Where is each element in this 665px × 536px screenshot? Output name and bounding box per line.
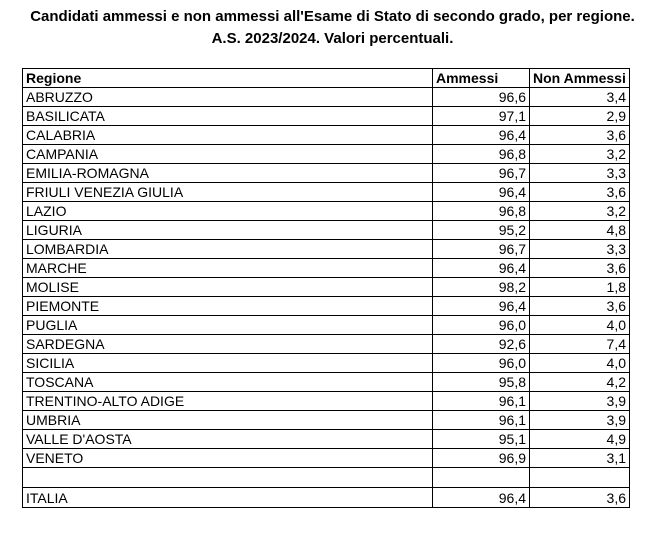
table-row [23,278,630,297]
ammessi-cell: 98,2 [433,278,530,297]
ammessi-cell: 96,8 [433,145,530,164]
table-row [23,373,630,392]
table-row [23,88,630,107]
non-ammessi-cell: 3,9 [530,392,630,411]
regions-table [22,68,630,508]
total-ammessi-cell: 96,4 [433,488,530,508]
ammessi-cell: 95,8 [433,373,530,392]
region-cell: BASILICATA [23,107,433,126]
non-ammessi-cell: 4,8 [530,221,630,240]
ammessi-cell: 96,7 [433,164,530,183]
table-row [23,392,630,411]
non-ammessi-cell: 4,0 [530,316,630,335]
ammessi-cell: 96,9 [433,449,530,468]
non-ammessi-cell: 3,2 [530,145,630,164]
region-cell: EMILIA-ROMAGNA [23,164,433,183]
ammessi-cell: 95,2 [433,221,530,240]
ammessi-cell: 96,1 [433,411,530,430]
non-ammessi-cell: 4,2 [530,373,630,392]
ammessi-cell: 96,0 [433,354,530,373]
table-row [23,145,630,164]
region-cell: CAMPANIA [23,145,433,164]
non-ammessi-cell: 4,0 [530,354,630,373]
ammessi-cell: 96,6 [433,88,530,107]
total-non-ammessi-cell: 3,6 [530,488,630,508]
ammessi-cell: 92,6 [433,335,530,354]
ammessi-cell: 95,1 [433,430,530,449]
header-row [23,69,630,88]
table-row [23,221,630,240]
ammessi-cell: 96,7 [433,240,530,259]
table-row [23,449,630,468]
empty-row [23,468,630,488]
empty-cell [433,468,530,488]
region-cell: LAZIO [23,202,433,221]
ammessi-cell: 96,4 [433,297,530,316]
table-subtitle: A.S. 2023/2024. Valori percentuali. [211,30,454,47]
region-cell: SICILIA [23,354,433,373]
total-region-cell: ITALIA [23,488,433,508]
region-cell: TOSCANA [23,373,433,392]
table-row [23,411,630,430]
region-cell: MARCHE [23,259,433,278]
region-cell: SARDEGNA [23,335,433,354]
region-cell: LIGURIA [23,221,433,240]
table-row [23,316,630,335]
ammessi-cell: 96,0 [433,316,530,335]
ammessi-cell: 96,4 [433,126,530,145]
ammessi-cell: 97,1 [433,107,530,126]
non-ammessi-cell: 3,6 [530,183,630,202]
region-cell: VENETO [23,449,433,468]
region-cell: VALLE D'AOSTA [23,430,433,449]
non-ammessi-cell: 3,2 [530,202,630,221]
non-ammessi-cell: 3,3 [530,164,630,183]
table-row [23,259,630,278]
table-row [23,126,630,145]
non-ammessi-cell: 3,4 [530,88,630,107]
region-cell: UMBRIA [23,411,433,430]
non-ammessi-cell: 3,6 [530,297,630,316]
ammessi-cell: 96,4 [433,183,530,202]
table-row [23,240,630,259]
table-row [23,107,630,126]
non-ammessi-cell: 3,3 [530,240,630,259]
ammessi-cell: 96,4 [433,259,530,278]
table-title: Candidati ammessi e non ammessi all'Esame di Stato di secondo grado, per regione. [30,8,635,25]
non-ammessi-cell: 3,1 [530,449,630,468]
non-ammessi-cell: 3,9 [530,411,630,430]
non-ammessi-cell: 3,6 [530,259,630,278]
ammessi-cell: 96,1 [433,392,530,411]
ammessi-cell: 96,8 [433,202,530,221]
region-cell: PUGLIA [23,316,433,335]
table-row [23,430,630,449]
table-row [23,183,630,202]
region-cell: MOLISE [23,278,433,297]
empty-cell [530,468,630,488]
region-cell: PIEMONTE [23,297,433,316]
non-ammessi-cell: 1,8 [530,278,630,297]
table-row [23,335,630,354]
total-row [23,488,630,508]
header-ammessi: Ammessi [433,69,530,88]
region-cell: CALABRIA [23,126,433,145]
table-row [23,202,630,221]
non-ammessi-cell: 3,6 [530,126,630,145]
non-ammessi-cell: 4,9 [530,430,630,449]
table-row [23,164,630,183]
non-ammessi-cell: 2,9 [530,107,630,126]
region-cell: LOMBARDIA [23,240,433,259]
non-ammessi-cell: 7,4 [530,335,630,354]
table-row [23,354,630,373]
region-cell: TRENTINO-ALTO ADIGE [23,392,433,411]
header-non-ammessi: Non Ammessi [530,69,630,88]
table-body [23,88,630,508]
region-cell: ABRUZZO [23,88,433,107]
table-row [23,297,630,316]
region-cell: FRIULI VENEZIA GIULIA [23,183,433,202]
empty-cell [23,468,433,488]
header-regione: Regione [23,69,433,88]
